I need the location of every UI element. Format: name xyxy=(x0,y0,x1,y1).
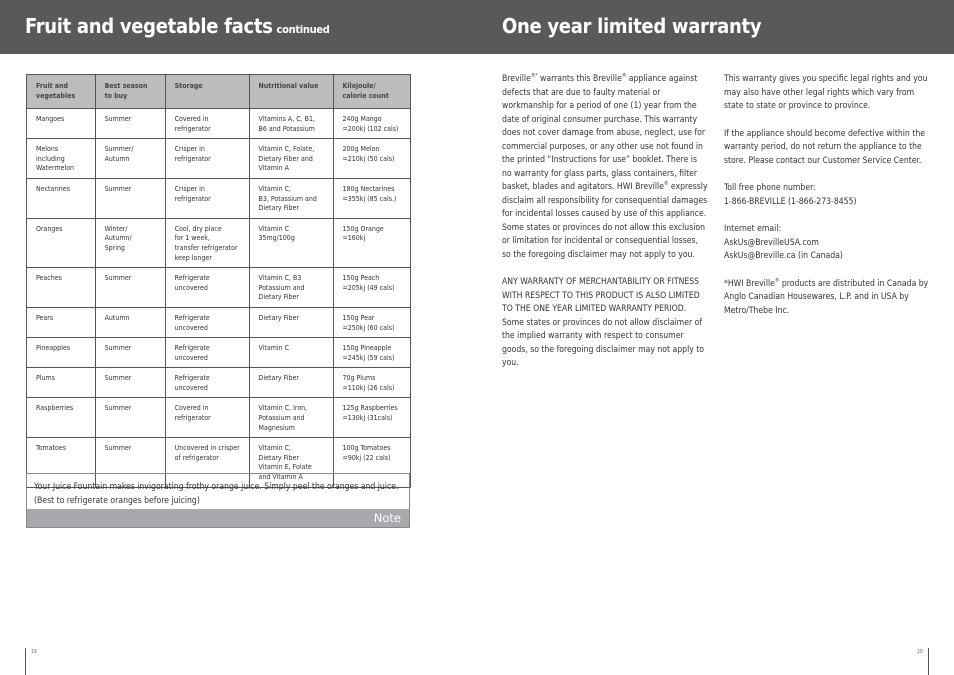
table-cell: Peaches xyxy=(27,268,96,308)
brand-text: Breville xyxy=(502,74,531,84)
table-cell: 180g Nectarines =355kj (85 cals.) xyxy=(333,178,411,218)
note-bar xyxy=(27,509,409,527)
table-cell: 200g Melon =210kj (50 cals) xyxy=(333,139,411,179)
table-cell: Dietary Fiber xyxy=(249,368,333,398)
table-cell: Summer xyxy=(95,178,165,218)
table-cell: 100g Tomatoes =90kj (22 cals) xyxy=(333,438,411,487)
table-cell: Cool, dry place for 1 week, transfer refrigerator keep longer xyxy=(165,218,249,267)
table-cell: Crisper in refrigerator xyxy=(165,178,249,218)
table-cell: Uncovered in crisper of refrigerator xyxy=(165,438,249,487)
table-cell: 125g Raspberries =130kj (31cals) xyxy=(333,398,411,438)
table-row xyxy=(27,139,411,179)
phone-number: 1-866-BREVILLE (1-866-273-8455) xyxy=(724,196,857,207)
table-cell: Summer xyxy=(95,438,165,487)
table-row xyxy=(27,368,411,398)
defect-paragraph: If the appliance should become defective within the warranty period, do not return the appliance to the store. Please contact our Customer Service Center. xyxy=(724,128,925,166)
table-header-row xyxy=(27,75,411,109)
table-cell: Vitamins A, C, B1, B6 and Potassium xyxy=(249,109,333,139)
table-cell: Vitamin C 35mg/100g xyxy=(249,218,333,267)
phone-label: Toll free phone number: xyxy=(724,183,816,193)
footnote-text: products are distributed in Canada by Anglo Canadian Housewares, L.P. and in USA by Metro/Thebe Inc. xyxy=(724,278,929,316)
table-cell: 240g Mango =200kj (102 cals) xyxy=(333,109,411,139)
column-header: Storage xyxy=(165,75,249,109)
table-cell: Summer/ Autumn xyxy=(95,139,165,179)
email-us[interactable]: AskUs@BrevilleUSA.com xyxy=(724,237,819,248)
registered-mark: ® xyxy=(774,277,780,284)
table-row xyxy=(27,109,411,139)
table-cell: Oranges xyxy=(27,218,96,267)
table-cell: Summer xyxy=(95,109,165,139)
table-cell: 150g Peach =205kj (49 cals) xyxy=(333,268,411,308)
table-cell: Vitamin C xyxy=(249,338,333,368)
right-margin-rule xyxy=(928,648,929,675)
registered-mark: ®* xyxy=(530,73,538,80)
column-header: Nutritional value xyxy=(249,75,333,109)
email-label: Internet email: xyxy=(724,224,782,234)
warranty-column-1 xyxy=(502,73,708,371)
table-row xyxy=(27,178,411,218)
table-cell: Plums xyxy=(27,368,96,398)
page-number-left: 19 xyxy=(31,649,37,655)
column-header: Kilojoule/ calorie count xyxy=(333,75,411,109)
table-cell: Crisper in refrigerator xyxy=(165,139,249,179)
table-cell: 150g Pineapple =245kj (59 cals) xyxy=(333,338,411,368)
paragraph-text: appliance against defects that are due to faulty material or workmanship for a period of one (1) year from the date of original consumer purchase. This warranty does not cover damage from abuse, neglect, use for commercial purposes, or any other use not found in the printed “Instructions for use” booklet. There is no warranty for glass parts, glass containers, filter basket, blades and agitators. HWI Breville xyxy=(502,74,706,192)
table-cell: Mangoes xyxy=(27,109,96,139)
table-cell: Nectarines xyxy=(27,178,96,218)
table-row xyxy=(27,268,411,308)
table-cell: Pears xyxy=(27,307,96,337)
table-cell: Covered in refrigerator xyxy=(165,398,249,438)
table-cell: Vitamin C, Folate, Dietary Fiber and Vitamin A xyxy=(249,139,333,179)
table-cell: Refrigerate uncovered xyxy=(165,307,249,337)
table-cell: Vitamin C, Dietary Fiber Vitamin E, Folate and Vitamin A xyxy=(249,438,333,487)
table-cell: Covered in refrigerator xyxy=(165,109,249,139)
table-cell: Autumn xyxy=(95,307,165,337)
table-cell: 150g Orange =160kj xyxy=(333,218,411,267)
table-cell: Summer xyxy=(95,398,165,438)
table-cell: Pineapples xyxy=(27,338,96,368)
table-cell: Summer xyxy=(95,338,165,368)
table-cell: Tomatoes xyxy=(27,438,96,487)
footnote-text: *HWI Breville xyxy=(724,278,775,289)
table-cell: Dietary Fiber xyxy=(249,307,333,337)
column-header: Best season to buy xyxy=(95,75,165,109)
warranty-paragraph-1 xyxy=(502,73,708,262)
legal-rights-paragraph: This warranty gives you specific legal rights and you may also have other legal rights which vary from state to state or province to province. xyxy=(724,74,928,111)
table-cell: Vitamin C, Iron, Potassium and Magnesium xyxy=(249,398,333,438)
table-cell: Raspberries xyxy=(27,398,96,438)
page-number-right: 20 xyxy=(917,649,923,655)
table-cell: 150g Pear =250kj (60 cals) xyxy=(333,307,411,337)
note-box xyxy=(26,473,410,528)
title-suffix: continued xyxy=(276,23,330,36)
distributor-footnote xyxy=(724,278,929,319)
note-text: Your Juice Fountain makes invigorating frothy orange juice. Simply peel the oranges and juice. (Best to refrigerate oranges before juicing) xyxy=(34,482,399,506)
table-cell: Vitamin C, B3, Potassium and Dietary Fiber xyxy=(249,178,333,218)
table-cell: Summer xyxy=(95,368,165,398)
table-cell: Refrigerate uncovered xyxy=(165,338,249,368)
registered-mark: ® xyxy=(621,73,627,80)
left-page-title xyxy=(25,14,330,38)
note-label: Note xyxy=(373,511,401,525)
page-header-bar xyxy=(0,0,954,54)
table-cell: Refrigerate uncovered xyxy=(165,268,249,308)
table-row xyxy=(27,398,411,438)
fruit-veg-table xyxy=(26,74,411,488)
column-header: Fruit and vegetables xyxy=(27,75,96,109)
table-cell: Vitamin C, B3 Potassium and Dietary Fiber xyxy=(249,268,333,308)
right-page-title: One year limited warranty xyxy=(502,14,762,38)
paragraph-text: warrants this Breville xyxy=(537,74,622,84)
table-cell: 70g Plums =110kj (26 cals) xyxy=(333,368,411,398)
table-row xyxy=(27,338,411,368)
table-cell: Summer xyxy=(95,268,165,308)
registered-mark: ® xyxy=(663,181,669,188)
paragraph-text: expressly disclaim all responsibility for consequential damages for incidental losses caused by use of this appliance. Some states or provinces do not allow this exclusion or limitation for incidental or consequential losses, so the foregoing disclaimer may not apply to you. xyxy=(502,182,708,260)
email-canada[interactable]: AskUs@Breville.ca (in Canada) xyxy=(724,251,843,261)
table-row xyxy=(27,218,411,267)
warranty-column-2 xyxy=(724,73,929,318)
table-body xyxy=(27,109,411,488)
table-cell: Melons including Watermelon xyxy=(27,139,96,179)
left-margin-rule xyxy=(25,648,26,675)
table-row xyxy=(27,307,411,337)
table-cell: Refrigerate uncovered xyxy=(165,368,249,398)
table-cell: Winter/ Autumn/ Spring xyxy=(95,218,165,267)
title-text: Fruit and vegetable facts xyxy=(25,14,273,38)
warranty-paragraph-2: ANY WARRANTY OF MERCHANTABILITY OR FITNESS WITH RESPECT TO THIS PRODUCT IS ALSO LIMITED TO THE ONE YEAR LIMITED WARRANTY PERIOD. Some states or provinces do not allow disclaimer of the implied warranty with respect to consumer goods, so the foregoing disclaimer may not apply to you. xyxy=(502,277,705,368)
